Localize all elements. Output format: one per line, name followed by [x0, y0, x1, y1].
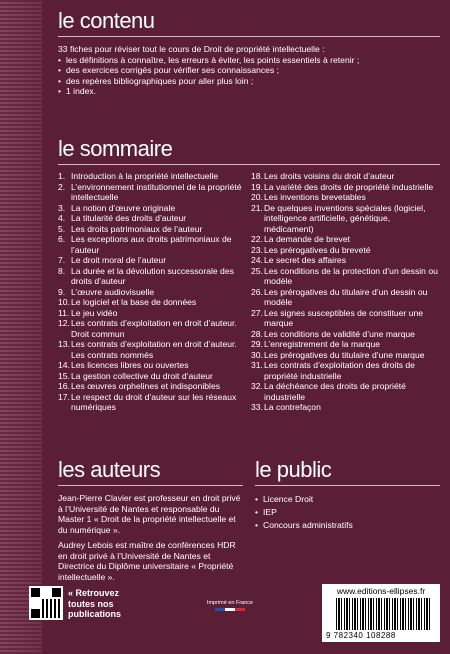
sommaire-item-number: 13. [58, 339, 70, 349]
sommaire-item [251, 203, 440, 235]
sommaire-item [58, 360, 247, 371]
sommaire-item-number: 11. [58, 307, 70, 318]
sommaire-item-title: Les droits patrimoniaux de l’auteur [71, 223, 203, 234]
sommaire-item-number: 15. [58, 370, 70, 381]
sommaire-item-title: Introduction à la propriété intellectuelle [71, 171, 219, 181]
auteur-bio-clavier: Jean-Pierre Clavier est professeur en droit privé à l’Université de Nantes et responsable du Master 1 « Droit de la propriété intellectuelle et du numérique ». [58, 493, 241, 535]
sommaire-item-number: 31. [251, 360, 263, 370]
auteurs-rule [58, 485, 243, 486]
contenu-bullet: • des exercices corrigés pour vérifier ses connaissances ; [58, 65, 440, 76]
sommaire-item-number: 1. [58, 171, 66, 181]
retrouvez-line: « Retrouvez [68, 588, 120, 598]
sommaire-item-number: 18. [251, 171, 263, 181]
sommaire-item-number: 21. [251, 202, 263, 213]
sommaire-item-title: La contrefaçon [264, 402, 321, 412]
sommaire-item-number: 32. [251, 381, 263, 391]
sommaire-item-title: Les prérogatives du breveté [264, 244, 371, 255]
contenu-list [58, 55, 440, 97]
sommaire-item-title: Les contrats d’exploitation des droits de propriété industrielle [264, 360, 415, 381]
sommaire-item-title: Le secret des affaires [264, 255, 347, 265]
contenu-bullet: • 1 index. [58, 86, 440, 97]
sommaire-item-number: 28. [251, 328, 263, 339]
sommaire-item-number: 5. [58, 223, 66, 234]
sommaire-item [251, 339, 440, 350]
sommaire-item-title: Les prérogatives du titulaire d’un dessin ou modèle [264, 286, 428, 307]
sommaire-item [251, 171, 440, 182]
sommaire-item-title: Les exceptions aux droits patrimoniaux de l’auteur [71, 234, 232, 255]
public-title: le public [255, 457, 332, 482]
sommaire-item-title: L’enregistrement de la marque [264, 339, 381, 349]
retrouvez-line: toutes nos [68, 598, 114, 609]
sommaire-item-title: Les droits voisins du droit d’auteur [264, 171, 395, 181]
sommaire-item [251, 245, 440, 256]
sommaire-item [58, 318, 247, 339]
sommaire-item [251, 350, 440, 361]
website-url[interactable]: www.editions-ellipses.fr [336, 586, 426, 596]
sommaire-item [251, 360, 440, 381]
qr-pattern [31, 588, 61, 618]
sommaire-item-number: 6. [58, 234, 66, 244]
spine-fade [0, 0, 42, 654]
sommaire-item-number: 26. [251, 286, 263, 297]
contenu-bullet: • des repères bibliographiques pour aller plus loin ; [58, 76, 440, 87]
sommaire-left-column [58, 171, 247, 413]
retrouvez-line: publications [68, 609, 122, 619]
sommaire-item-title: Les conditions de la protection d’un dessin ou modèle [264, 265, 438, 286]
sommaire-item [58, 308, 247, 319]
sommaire-item-number: 22. [251, 234, 263, 244]
sommaire-item-title: Les inventions brevetables [264, 192, 366, 202]
barcode [336, 598, 432, 630]
sommaire-item [251, 255, 440, 266]
sommaire-item-title: Les conditions de validité d’une marque [264, 328, 415, 339]
sommaire-item-title: L’œuvre audiovisuelle [71, 286, 155, 297]
sommaire-item [58, 381, 247, 392]
sommaire-item [251, 192, 440, 203]
sommaire-item-title: Le respect du droit d’auteur sur les réseaux numériques [71, 391, 237, 412]
auteurs-section [58, 457, 243, 582]
contenu-bullet: • les définitions à connaître, les erreurs à éviter, les points essentiels à retenir ; [58, 55, 440, 66]
sommaire-item-number: 8. [58, 265, 66, 276]
sommaire-item-number: 23. [251, 244, 263, 255]
sommaire-item [58, 266, 247, 287]
sommaire-item [251, 266, 440, 287]
sommaire-item-number: 9. [58, 286, 66, 297]
public-section [255, 457, 440, 532]
contenu-section [58, 8, 440, 97]
sommaire-item [58, 392, 247, 413]
sommaire-item-title: Le jeu vidéo [71, 307, 118, 318]
sommaire-item-title: Les contrats d’exploitation en droit d’auteur. Les contrats nommés [71, 339, 237, 360]
sommaire-item-number: 25. [251, 265, 263, 276]
retrouvez-text [68, 588, 121, 620]
sommaire-title: le sommaire [58, 136, 173, 161]
barcode-box [322, 584, 440, 642]
sommaire-item-number: 10. [58, 297, 70, 307]
sommaire-item-title: Le logiciel et la base de données [71, 297, 197, 307]
sommaire-item-number: 30. [251, 349, 263, 360]
sommaire-item-title: Les licences libres ou ouvertes [71, 360, 189, 370]
sommaire-item-number: 33. [251, 402, 263, 412]
sommaire-item [58, 213, 247, 224]
public-item: • IEP [255, 506, 440, 519]
sommaire-item-number: 4. [58, 213, 66, 223]
sommaire-rule [58, 164, 440, 165]
sommaire-item [251, 182, 440, 193]
sommaire-item-title: Les contrats d’exploitation en droit d’auteur. Droit commun [71, 318, 237, 339]
sommaire-item [58, 234, 247, 255]
sommaire-item [251, 402, 440, 413]
public-rule [255, 485, 440, 486]
sommaire-item-number: 29. [251, 339, 263, 349]
sommaire-item-number: 19. [251, 181, 263, 192]
public-item: • Concours administratifs [255, 519, 440, 532]
sommaire-item-title: La durée et la dévolution successorale des droits d’auteur [71, 265, 234, 286]
sommaire-item [58, 339, 247, 360]
sommaire-item-title: La déchéance des droits de propriété industrielle [264, 381, 406, 402]
public-list [255, 493, 440, 532]
sommaire-item [251, 234, 440, 245]
sommaire-item-number: 2. [58, 181, 66, 192]
sommaire-item [58, 182, 247, 203]
sommaire-item-number: 20. [251, 192, 263, 202]
sommaire-section [58, 136, 440, 413]
sommaire-item-title: La notion d’œuvre originale [71, 202, 176, 213]
isbn-number: 9 782340 108288 [326, 631, 396, 640]
sommaire-item [58, 255, 247, 266]
contenu-title: le contenu [58, 8, 155, 33]
sommaire-item-title: La gestion collective du droit d’auteur [71, 370, 213, 381]
sommaire-item-number: 7. [58, 255, 66, 265]
sommaire-item [58, 203, 247, 214]
sommaire-item-number: 12. [58, 318, 70, 328]
qr-code[interactable] [29, 586, 63, 620]
sommaire-item-number: 17. [58, 391, 70, 402]
sommaire-item [251, 329, 440, 340]
contenu-intro: 33 fiches pour réviser tout le cours de Droit de propriété intellectuelle : [58, 44, 325, 54]
auteurs-title: les auteurs [58, 457, 161, 482]
sommaire-item [58, 371, 247, 382]
sommaire-item [58, 287, 247, 298]
sommaire-item-title: La demande de brevet [264, 234, 351, 244]
sommaire-item-title: La titularité des droits d’auteur [71, 213, 187, 223]
sommaire-item-title: Les signes susceptibles de constituer une marque [264, 307, 424, 328]
sommaire-item [251, 287, 440, 308]
auteur-bio-lebois: Audrey Lebois est maître de conférences HDR en droit privé à l’Université de Nantes et Directrice du Diplôme universitaire « Propriété intellectuelle ». [58, 540, 236, 582]
sommaire-item-title: Les prérogatives du titulaire d’une marque [264, 349, 425, 360]
france-flag-icon [200, 608, 260, 611]
sommaire-item-title: La variété des droits de propriété industrielle [264, 181, 434, 192]
sommaire-item-title: L’environnement institutionnel de la propriété intellectuelle [71, 181, 242, 202]
sommaire-item [58, 297, 247, 308]
sommaire-item-number: 16. [58, 381, 70, 391]
sommaire-item [58, 171, 247, 182]
sommaire-item-number: 27. [251, 307, 263, 318]
sommaire-item-number: 3. [58, 202, 66, 213]
sommaire-item-number: 24. [251, 255, 263, 265]
imprime-en-france [200, 600, 260, 611]
sommaire-item [251, 308, 440, 329]
sommaire-item-title: Le droit moral de l’auteur [71, 255, 167, 265]
imprime-label: Imprimé en France [206, 600, 254, 606]
sommaire-item [251, 381, 440, 402]
contenu-rule [58, 36, 440, 37]
sommaire-item [58, 224, 247, 235]
sommaire-item-number: 14. [58, 360, 70, 370]
sommaire-item-title: De quelques inventions spéciales (logiciel, intelligence artificielle, génétique, médicament) [264, 202, 426, 234]
public-item: • Licence Droit [255, 493, 440, 506]
sommaire-item-title: Les œuvres orphelines et indisponibles [71, 381, 221, 391]
sommaire-right-column [251, 171, 440, 413]
